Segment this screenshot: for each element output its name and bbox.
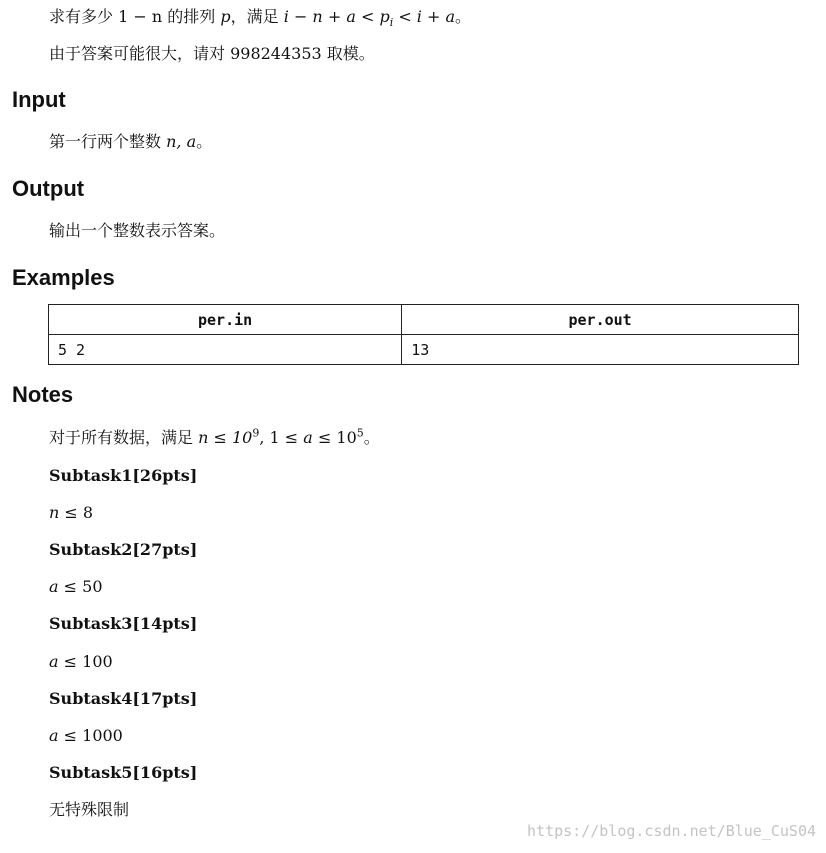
condition-subscript: i	[389, 16, 394, 30]
subtask-cond: 无特殊限制	[49, 800, 130, 819]
constraint-a-exponent: 5	[356, 426, 364, 440]
subtask-var: n	[49, 503, 60, 522]
constraint-text: 。	[363, 428, 380, 447]
constraint-a-math: a	[303, 428, 313, 447]
constraint-sep: , 1 ≤	[259, 428, 299, 447]
condition-lhs-math: i − n + a <	[283, 7, 375, 26]
subtask-4-title: Subtask4[17pts]	[49, 689, 198, 708]
statement-text: ，满足	[230, 7, 279, 26]
subtask-var: a	[49, 577, 59, 596]
subtask-4-condition	[49, 725, 123, 747]
perm-range-math: 1 − n	[118, 7, 163, 26]
statement-line-1	[49, 6, 471, 28]
output-heading: Output	[12, 176, 85, 201]
subtask-var: a	[49, 652, 59, 671]
subtask-var: a	[49, 726, 59, 745]
perm-var-math: p	[220, 7, 231, 26]
subtask-3-title: Subtask3[14pts]	[49, 614, 198, 633]
output-description: 输出一个整数表示答案。	[49, 221, 226, 240]
watermark-url: https://blog.csdn.net/Blue_CuS04	[527, 822, 816, 840]
condition-rhs-math: < i + a	[398, 7, 456, 26]
subtask-2-condition	[49, 576, 103, 598]
condition-p-math: p	[379, 7, 390, 26]
statement-text: 求有多少	[49, 7, 114, 26]
column-header-output: per.out	[402, 305, 799, 335]
input-description	[49, 131, 212, 153]
subtask-cond: ≤ 50	[63, 577, 103, 596]
constraint-n-math: n ≤ 10	[198, 428, 253, 447]
input-vars-math: n, a	[166, 132, 197, 151]
input-text: 第一行两个整数	[49, 132, 162, 151]
table-row	[49, 335, 799, 365]
example-output-cell: 13	[402, 335, 799, 365]
subtask-3-condition	[49, 651, 113, 673]
examples-header-row	[49, 305, 799, 335]
subtask-5-condition	[49, 799, 129, 821]
examples-heading: Examples	[12, 265, 115, 290]
column-header-input: per.in	[49, 305, 402, 335]
constraints-line	[49, 427, 380, 449]
examples-table	[48, 304, 799, 365]
input-heading: Input	[12, 87, 66, 112]
example-input-cell: 5 2	[49, 335, 402, 365]
subtask-cond: ≤ 100	[63, 652, 113, 671]
subtask-1-title: Subtask1[26pts]	[49, 466, 198, 485]
statement-line-2: 由于答案可能很大，请对 998244353 取模。	[49, 44, 375, 63]
constraint-a-bound: ≤ 10	[317, 428, 357, 447]
statement-text: 的排列	[167, 7, 216, 26]
subtask-cond: ≤ 1000	[63, 726, 123, 745]
constraint-text: 对于所有数据，满足	[49, 428, 194, 447]
input-text: 。	[196, 132, 213, 151]
subtask-5-title: Subtask5[16pts]	[49, 763, 198, 782]
statement-text: 。	[455, 7, 472, 26]
subtask-1-condition	[49, 502, 93, 524]
subtask-2-title: Subtask2[27pts]	[49, 540, 198, 559]
subtask-cond: ≤ 8	[64, 503, 94, 522]
constraint-n-exponent: 9	[252, 426, 260, 440]
notes-heading: Notes	[12, 382, 74, 407]
